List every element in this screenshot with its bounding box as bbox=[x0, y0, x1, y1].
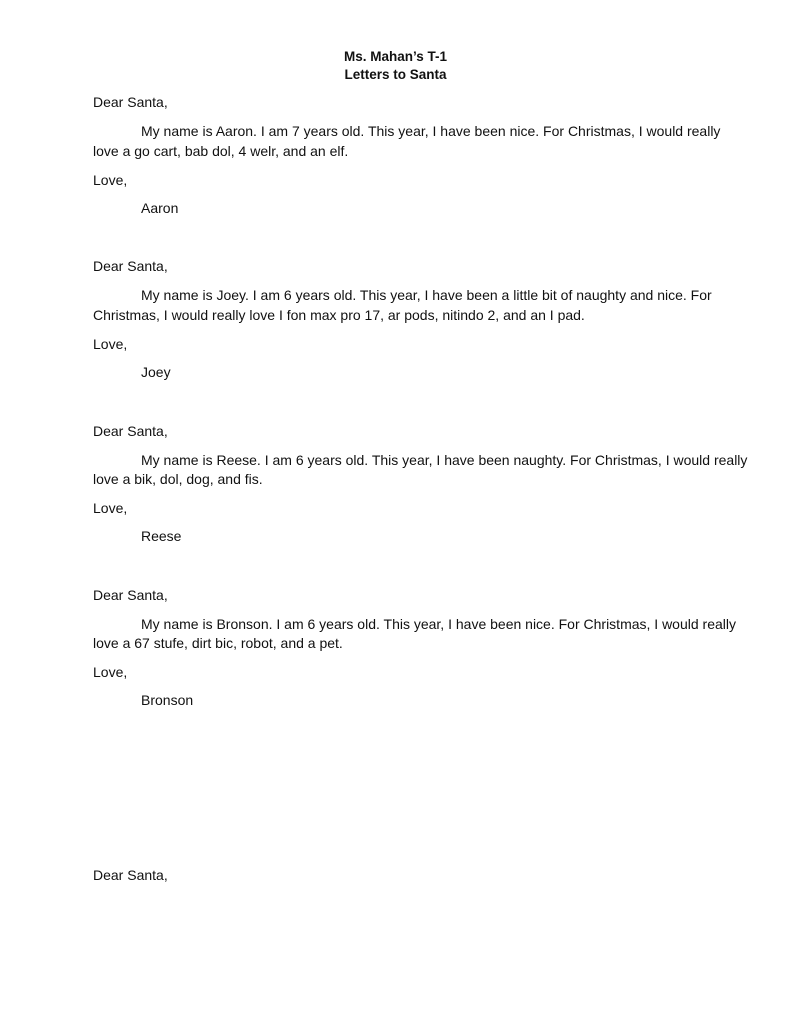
letter-body-line: My name is Reese. I am 6 years old. This year, I have been naughty. For Christmas, I would really bbox=[141, 452, 748, 468]
letter-body-line: My name is Aaron. I am 7 years old. This year, I have been nice. For Christmas, I would really bbox=[141, 123, 721, 139]
letter-closing: Love, bbox=[93, 172, 128, 188]
letter-salutation: Dear Santa, bbox=[93, 587, 168, 603]
letter-signature: Joey bbox=[141, 364, 171, 380]
letter-salutation: Dear Santa, bbox=[93, 258, 168, 274]
letter-closing: Love, bbox=[93, 336, 128, 352]
letter-body-line: My name is Bronson. I am 6 years old. This year, I have been nice. For Christmas, I would really bbox=[141, 616, 736, 632]
letter-signature: Aaron bbox=[141, 200, 179, 216]
letter-body-line: love a 67 stufe, dirt bic, robot, and a pet. bbox=[93, 635, 343, 651]
letter-signature: Reese bbox=[141, 528, 182, 544]
document-header bbox=[0, 48, 791, 84]
document-subtitle: Letters to Santa bbox=[344, 67, 447, 82]
letter-salutation: Dear Santa, bbox=[93, 423, 168, 439]
letter-body-line: My name is Joey. I am 6 years old. This year, I have been a little bit of naughty and nice. For bbox=[141, 287, 712, 303]
letter-salutation: Dear Santa, bbox=[93, 94, 168, 110]
document-title: Ms. Mahan’s T-1 bbox=[343, 49, 448, 64]
letter-salutation: Dear Santa, bbox=[93, 867, 168, 883]
letter-closing: Love, bbox=[93, 664, 128, 680]
letter-body-line: Christmas, I would really love I fon max pro 17, ar pods, nitindo 2, and an I pad. bbox=[93, 307, 585, 323]
letter-closing: Love, bbox=[93, 500, 128, 516]
letter-signature: Bronson bbox=[141, 692, 194, 708]
letter-body-line: love a go cart, bab dol, 4 welr, and an elf. bbox=[93, 143, 349, 159]
letter-body-line: love a bik, dol, dog, and fis. bbox=[93, 471, 263, 487]
